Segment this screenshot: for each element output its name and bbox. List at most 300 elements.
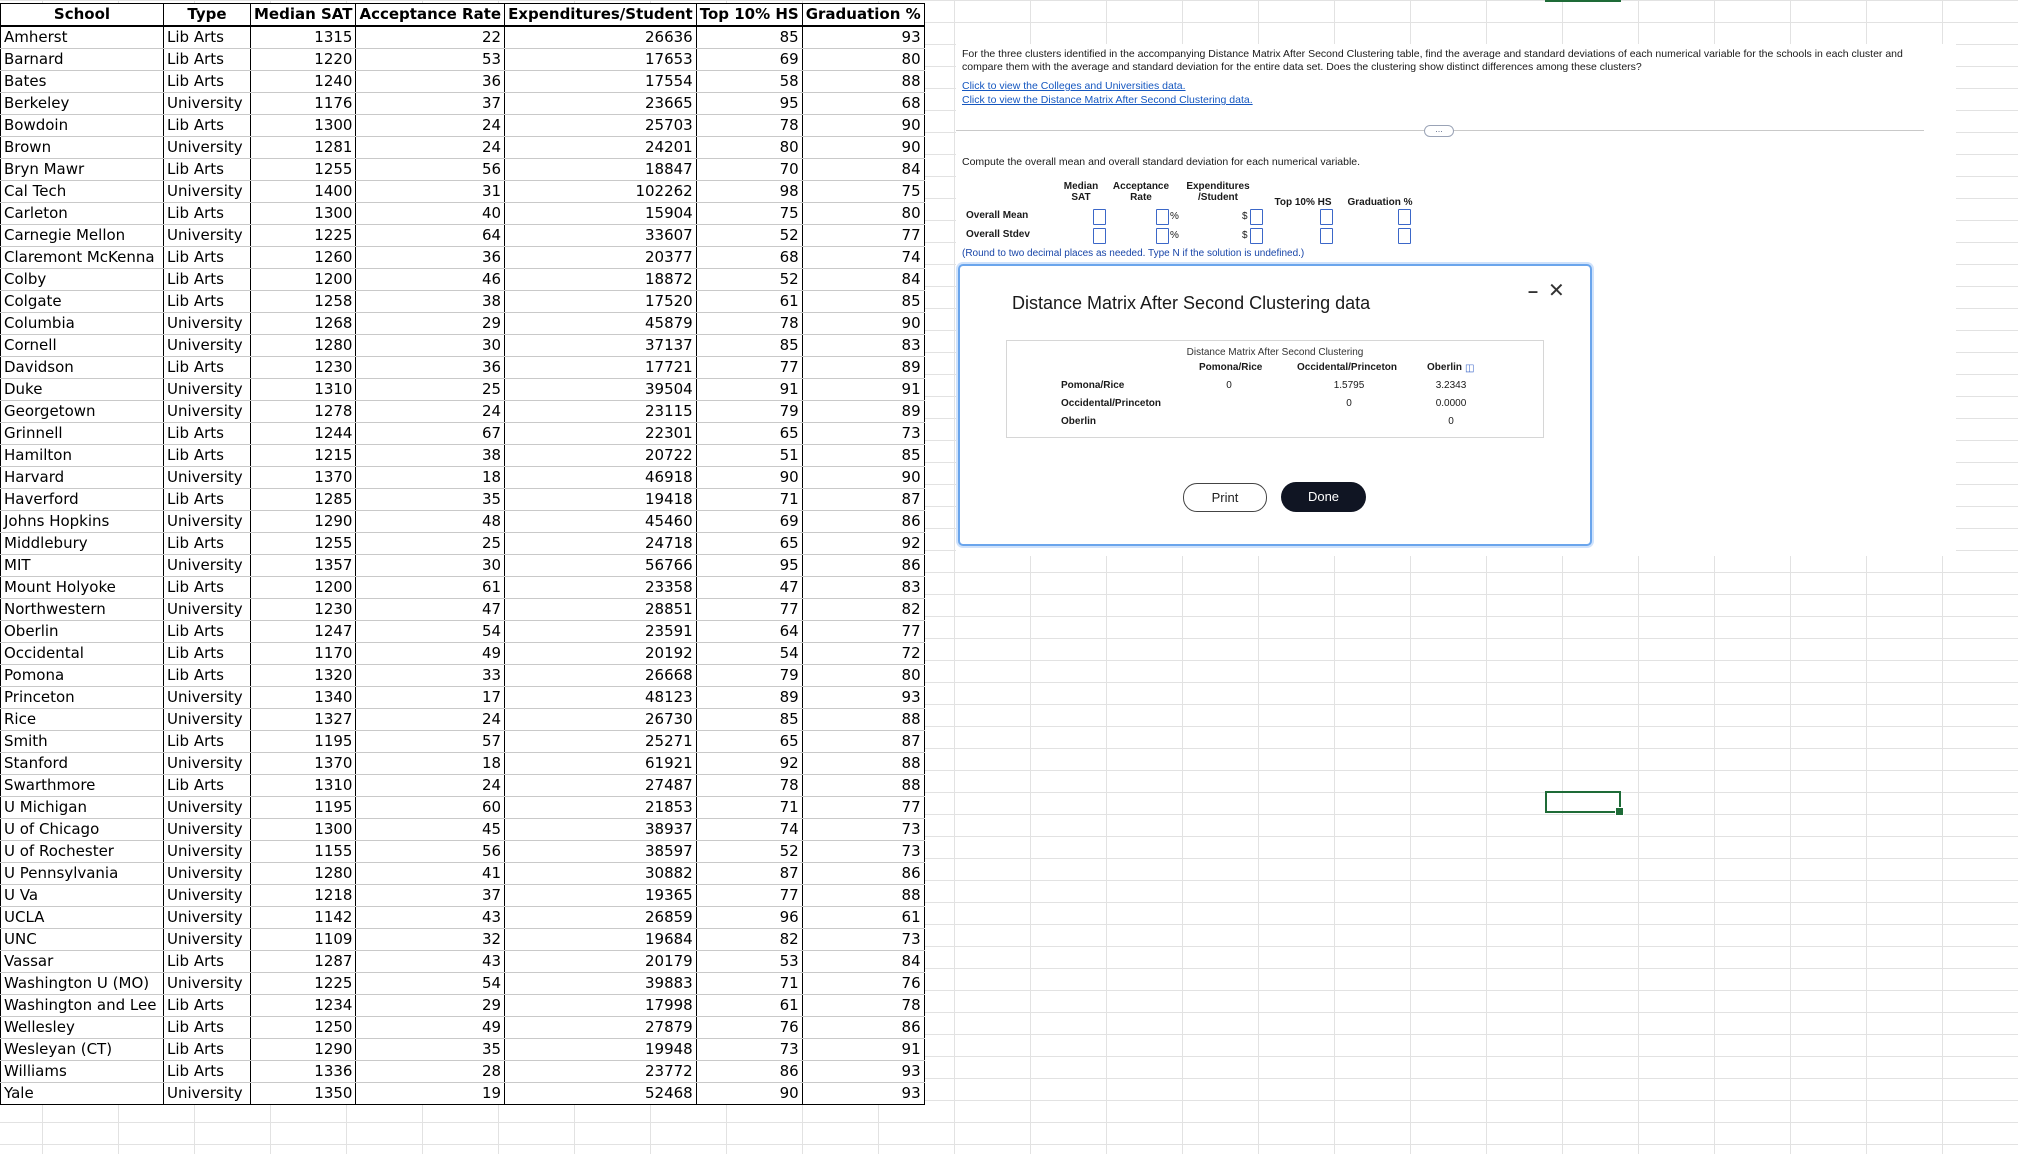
table-cell[interactable]: University xyxy=(164,313,251,335)
copy-icon[interactable]: ◫ xyxy=(1465,363,1475,374)
table-cell[interactable]: 95 xyxy=(696,93,802,115)
table-cell[interactable]: 91 xyxy=(802,379,924,401)
table-cell[interactable]: 75 xyxy=(696,203,802,225)
table-cell[interactable]: Colgate xyxy=(1,291,164,313)
table-cell[interactable]: 1280 xyxy=(251,335,356,357)
table-cell[interactable]: 80 xyxy=(802,203,924,225)
close-icon[interactable]: ✕ xyxy=(1548,280,1565,302)
table-cell[interactable]: Lib Arts xyxy=(164,621,251,643)
table-cell[interactable]: Carleton xyxy=(1,203,164,225)
stdev-median-sat-input[interactable] xyxy=(1093,228,1106,244)
column-header[interactable]: Acceptance Rate xyxy=(356,4,505,27)
table-cell[interactable]: Lib Arts xyxy=(164,665,251,687)
table-cell[interactable]: 1250 xyxy=(251,1017,356,1039)
table-cell[interactable]: 1327 xyxy=(251,709,356,731)
table-cell[interactable]: 24 xyxy=(356,115,505,137)
table-cell[interactable]: 93 xyxy=(802,1061,924,1083)
table-cell[interactable]: 85 xyxy=(696,335,802,357)
table-cell[interactable]: 1215 xyxy=(251,445,356,467)
table-cell[interactable]: 65 xyxy=(696,423,802,445)
table-cell[interactable]: 43 xyxy=(356,907,505,929)
table-cell[interactable]: 52 xyxy=(696,841,802,863)
table-cell[interactable]: 54 xyxy=(356,621,505,643)
table-cell[interactable]: 73 xyxy=(802,819,924,841)
table-cell[interactable]: University xyxy=(164,907,251,929)
table-cell[interactable]: Swarthmore xyxy=(1,775,164,797)
table-cell[interactable]: University xyxy=(164,885,251,907)
table-cell[interactable]: 76 xyxy=(696,1017,802,1039)
table-cell[interactable]: 1255 xyxy=(251,159,356,181)
table-cell[interactable]: 31 xyxy=(356,181,505,203)
table-cell[interactable]: University xyxy=(164,93,251,115)
table-cell[interactable]: 23772 xyxy=(505,1061,697,1083)
table-cell[interactable]: 17554 xyxy=(505,71,697,93)
stdev-expenditures-input[interactable] xyxy=(1250,228,1263,244)
table-cell[interactable]: U Michigan xyxy=(1,797,164,819)
table-cell[interactable]: 72 xyxy=(802,643,924,665)
table-cell[interactable]: 25703 xyxy=(505,115,697,137)
table-cell[interactable]: 38 xyxy=(356,291,505,313)
table-cell[interactable]: Lib Arts xyxy=(164,1061,251,1083)
table-cell[interactable]: Princeton xyxy=(1,687,164,709)
table-cell[interactable]: 78 xyxy=(802,995,924,1017)
table-cell[interactable]: Lib Arts xyxy=(164,159,251,181)
table-cell[interactable]: 1370 xyxy=(251,467,356,489)
table-cell[interactable]: 88 xyxy=(802,709,924,731)
done-button[interactable]: Done xyxy=(1281,482,1366,512)
table-cell[interactable]: 67 xyxy=(356,423,505,445)
table-cell[interactable]: Lib Arts xyxy=(164,26,251,49)
table-cell[interactable]: MIT xyxy=(1,555,164,577)
table-cell[interactable]: University xyxy=(164,753,251,775)
table-cell[interactable]: 68 xyxy=(696,247,802,269)
table-cell[interactable]: 38 xyxy=(356,445,505,467)
table-cell[interactable]: 29 xyxy=(356,995,505,1017)
table-cell[interactable]: Lib Arts xyxy=(164,731,251,753)
table-cell[interactable]: 21853 xyxy=(505,797,697,819)
table-cell[interactable]: 35 xyxy=(356,1039,505,1061)
table-cell[interactable]: 52 xyxy=(696,225,802,247)
table-cell[interactable]: 73 xyxy=(802,841,924,863)
table-cell[interactable]: Bates xyxy=(1,71,164,93)
table-cell[interactable]: Lib Arts xyxy=(164,577,251,599)
table-cell[interactable]: Barnard xyxy=(1,49,164,71)
table-cell[interactable]: 61921 xyxy=(505,753,697,775)
table-cell[interactable]: 1234 xyxy=(251,995,356,1017)
table-cell[interactable]: Grinnell xyxy=(1,423,164,445)
table-cell[interactable]: University xyxy=(164,137,251,159)
table-cell[interactable]: Lib Arts xyxy=(164,1039,251,1061)
table-cell[interactable]: University xyxy=(164,797,251,819)
table-cell[interactable]: 82 xyxy=(696,929,802,951)
table-cell[interactable]: 79 xyxy=(696,665,802,687)
table-cell[interactable]: 45 xyxy=(356,819,505,841)
table-cell[interactable]: 74 xyxy=(802,247,924,269)
table-cell[interactable]: 22 xyxy=(356,26,505,49)
stdev-graduation-input[interactable] xyxy=(1398,228,1411,244)
table-cell[interactable]: 86 xyxy=(802,1017,924,1039)
table-cell[interactable]: 68 xyxy=(802,93,924,115)
table-cell[interactable]: Mount Holyoke xyxy=(1,577,164,599)
table-cell[interactable]: 56 xyxy=(356,159,505,181)
table-cell[interactable]: 71 xyxy=(696,973,802,995)
table-cell[interactable]: 39504 xyxy=(505,379,697,401)
table-cell[interactable]: University xyxy=(164,929,251,951)
table-cell[interactable]: University xyxy=(164,555,251,577)
table-cell[interactable]: 95 xyxy=(696,555,802,577)
table-cell[interactable]: Haverford xyxy=(1,489,164,511)
table-cell[interactable]: 48123 xyxy=(505,687,697,709)
table-cell[interactable]: 38597 xyxy=(505,841,697,863)
table-cell[interactable]: 1195 xyxy=(251,797,356,819)
table-cell[interactable]: 84 xyxy=(802,159,924,181)
table-cell[interactable]: 1280 xyxy=(251,863,356,885)
table-cell[interactable]: Lib Arts xyxy=(164,533,251,555)
table-cell[interactable]: 28851 xyxy=(505,599,697,621)
table-cell[interactable]: 90 xyxy=(802,467,924,489)
table-cell[interactable]: 1310 xyxy=(251,775,356,797)
mean-median-sat-input[interactable] xyxy=(1093,209,1106,225)
table-cell[interactable]: 1109 xyxy=(251,929,356,951)
table-cell[interactable]: Cal Tech xyxy=(1,181,164,203)
table-cell[interactable]: 17 xyxy=(356,687,505,709)
table-cell[interactable]: 47 xyxy=(696,577,802,599)
table-cell[interactable]: 85 xyxy=(802,291,924,313)
table-cell[interactable]: Carnegie Mellon xyxy=(1,225,164,247)
table-cell[interactable]: 87 xyxy=(802,731,924,753)
table-cell[interactable]: 87 xyxy=(802,489,924,511)
table-cell[interactable]: 1230 xyxy=(251,599,356,621)
table-cell[interactable]: 27879 xyxy=(505,1017,697,1039)
table-cell[interactable]: 23665 xyxy=(505,93,697,115)
table-cell[interactable]: Stanford xyxy=(1,753,164,775)
table-cell[interactable]: 20179 xyxy=(505,951,697,973)
table-cell[interactable]: 33607 xyxy=(505,225,697,247)
table-cell[interactable]: U Pennsylvania xyxy=(1,863,164,885)
stdev-top10-input[interactable] xyxy=(1320,228,1333,244)
table-cell[interactable]: 1300 xyxy=(251,115,356,137)
table-cell[interactable]: 26668 xyxy=(505,665,697,687)
table-cell[interactable]: 73 xyxy=(802,423,924,445)
table-cell[interactable]: 39883 xyxy=(505,973,697,995)
print-button[interactable]: Print xyxy=(1183,483,1267,512)
table-cell[interactable]: 45460 xyxy=(505,511,697,533)
table-cell[interactable]: 89 xyxy=(802,401,924,423)
table-cell[interactable]: 84 xyxy=(802,269,924,291)
table-cell[interactable]: 1400 xyxy=(251,181,356,203)
table-cell[interactable]: Columbia xyxy=(1,313,164,335)
table-cell[interactable]: Lib Arts xyxy=(164,203,251,225)
table-cell[interactable]: 1268 xyxy=(251,313,356,335)
table-cell[interactable]: 93 xyxy=(802,687,924,709)
stdev-acceptance-rate-input[interactable] xyxy=(1156,228,1169,244)
table-cell[interactable]: Washington U (MO) xyxy=(1,973,164,995)
table-cell[interactable]: 22301 xyxy=(505,423,697,445)
table-cell[interactable]: 33 xyxy=(356,665,505,687)
table-cell[interactable]: 1244 xyxy=(251,423,356,445)
table-cell[interactable]: University xyxy=(164,511,251,533)
table-cell[interactable]: 77 xyxy=(696,599,802,621)
table-cell[interactable]: 24201 xyxy=(505,137,697,159)
table-cell[interactable]: Lib Arts xyxy=(164,357,251,379)
table-cell[interactable]: 73 xyxy=(802,929,924,951)
table-cell[interactable]: 1285 xyxy=(251,489,356,511)
table-cell[interactable]: 53 xyxy=(356,49,505,71)
table-cell[interactable]: Lib Arts xyxy=(164,269,251,291)
table-cell[interactable]: Georgetown xyxy=(1,401,164,423)
table-cell[interactable]: 46918 xyxy=(505,467,697,489)
table-cell[interactable]: 19 xyxy=(356,1083,505,1105)
table-cell[interactable]: 1287 xyxy=(251,951,356,973)
table-cell[interactable]: 61 xyxy=(696,291,802,313)
table-cell[interactable]: 23591 xyxy=(505,621,697,643)
table-cell[interactable]: 77 xyxy=(802,225,924,247)
table-cell[interactable]: 24 xyxy=(356,775,505,797)
table-cell[interactable]: Lib Arts xyxy=(164,71,251,93)
column-header[interactable]: School xyxy=(1,4,164,27)
table-cell[interactable]: 25271 xyxy=(505,731,697,753)
table-cell[interactable]: 54 xyxy=(356,973,505,995)
table-cell[interactable]: 96 xyxy=(696,907,802,929)
table-cell[interactable]: 36 xyxy=(356,71,505,93)
table-cell[interactable]: Rice xyxy=(1,709,164,731)
table-cell[interactable]: 30 xyxy=(356,335,505,357)
table-cell[interactable]: 1247 xyxy=(251,621,356,643)
table-cell[interactable]: 1336 xyxy=(251,1061,356,1083)
table-cell[interactable]: 102262 xyxy=(505,181,697,203)
table-cell[interactable]: 43 xyxy=(356,951,505,973)
table-cell[interactable]: 1258 xyxy=(251,291,356,313)
table-cell[interactable]: University xyxy=(164,709,251,731)
table-cell[interactable]: 37137 xyxy=(505,335,697,357)
table-cell[interactable]: 51 xyxy=(696,445,802,467)
table-cell[interactable]: 83 xyxy=(802,577,924,599)
table-cell[interactable]: Brown xyxy=(1,137,164,159)
table-cell[interactable]: 64 xyxy=(696,621,802,643)
table-cell[interactable]: 65 xyxy=(696,533,802,555)
table-cell[interactable]: 78 xyxy=(696,313,802,335)
table-cell[interactable]: 46 xyxy=(356,269,505,291)
table-cell[interactable]: Lib Arts xyxy=(164,49,251,71)
table-cell[interactable]: Colby xyxy=(1,269,164,291)
table-cell[interactable]: 29 xyxy=(356,313,505,335)
table-cell[interactable]: 30882 xyxy=(505,863,697,885)
mean-acceptance-rate-input[interactable] xyxy=(1156,209,1169,225)
table-cell[interactable]: 61 xyxy=(356,577,505,599)
table-cell[interactable]: 26859 xyxy=(505,907,697,929)
table-cell[interactable]: 80 xyxy=(696,137,802,159)
table-cell[interactable]: 19418 xyxy=(505,489,697,511)
table-cell[interactable]: 77 xyxy=(802,621,924,643)
table-cell[interactable]: Amherst xyxy=(1,26,164,49)
table-cell[interactable]: University xyxy=(164,841,251,863)
table-cell[interactable]: 48 xyxy=(356,511,505,533)
table-cell[interactable]: 77 xyxy=(696,885,802,907)
column-header[interactable]: Median SAT xyxy=(251,4,356,27)
table-cell[interactable]: 1195 xyxy=(251,731,356,753)
table-cell[interactable]: Lib Arts xyxy=(164,1017,251,1039)
table-cell[interactable]: 28 xyxy=(356,1061,505,1083)
table-cell[interactable]: 61 xyxy=(696,995,802,1017)
table-cell[interactable]: 20192 xyxy=(505,643,697,665)
table-cell[interactable]: 19684 xyxy=(505,929,697,951)
minimize-icon[interactable]: – xyxy=(1528,281,1539,301)
table-cell[interactable]: Duke xyxy=(1,379,164,401)
table-cell[interactable]: 17653 xyxy=(505,49,697,71)
table-cell[interactable]: 85 xyxy=(696,26,802,49)
table-cell[interactable]: 40 xyxy=(356,203,505,225)
expand-more-button[interactable]: … xyxy=(1424,125,1454,137)
table-cell[interactable]: 89 xyxy=(802,357,924,379)
table-cell[interactable]: Lib Arts xyxy=(164,775,251,797)
table-cell[interactable]: Bowdoin xyxy=(1,115,164,137)
table-cell[interactable]: UCLA xyxy=(1,907,164,929)
table-cell[interactable]: Berkeley xyxy=(1,93,164,115)
table-cell[interactable]: 17721 xyxy=(505,357,697,379)
table-cell[interactable]: 1220 xyxy=(251,49,356,71)
table-cell[interactable]: U of Rochester xyxy=(1,841,164,863)
table-cell[interactable]: 1170 xyxy=(251,643,356,665)
table-cell[interactable]: 54 xyxy=(696,643,802,665)
table-cell[interactable]: 91 xyxy=(802,1039,924,1061)
table-cell[interactable]: Washington and Lee xyxy=(1,995,164,1017)
table-cell[interactable]: 90 xyxy=(802,313,924,335)
table-cell[interactable]: 65 xyxy=(696,731,802,753)
table-cell[interactable]: 1240 xyxy=(251,71,356,93)
table-cell[interactable]: Lib Arts xyxy=(164,247,251,269)
column-header[interactable]: Expenditures/Student xyxy=(505,4,697,27)
distance-matrix-link[interactable]: Click to view the Distance Matrix After Second Clustering data. xyxy=(962,94,1253,106)
table-cell[interactable]: 1310 xyxy=(251,379,356,401)
table-cell[interactable]: 74 xyxy=(696,819,802,841)
table-cell[interactable]: Lib Arts xyxy=(164,445,251,467)
table-cell[interactable]: 80 xyxy=(802,49,924,71)
table-cell[interactable]: 1230 xyxy=(251,357,356,379)
column-header[interactable]: Graduation % xyxy=(802,4,924,27)
table-cell[interactable]: 24 xyxy=(356,137,505,159)
table-cell[interactable]: 82 xyxy=(802,599,924,621)
table-cell[interactable]: 18847 xyxy=(505,159,697,181)
mean-expenditures-input[interactable] xyxy=(1250,209,1263,225)
table-cell[interactable]: 17520 xyxy=(505,291,697,313)
table-cell[interactable]: 38937 xyxy=(505,819,697,841)
table-cell[interactable]: Smith xyxy=(1,731,164,753)
table-cell[interactable]: 73 xyxy=(696,1039,802,1061)
table-cell[interactable]: 1315 xyxy=(251,26,356,49)
table-cell[interactable]: 1218 xyxy=(251,885,356,907)
table-cell[interactable]: 15904 xyxy=(505,203,697,225)
table-cell[interactable]: Lib Arts xyxy=(164,643,251,665)
table-cell[interactable]: 88 xyxy=(802,885,924,907)
table-cell[interactable]: 90 xyxy=(696,467,802,489)
table-cell[interactable]: 1290 xyxy=(251,511,356,533)
table-cell[interactable]: 80 xyxy=(802,665,924,687)
table-cell[interactable]: 1155 xyxy=(251,841,356,863)
table-cell[interactable]: 1320 xyxy=(251,665,356,687)
table-cell[interactable]: Occidental xyxy=(1,643,164,665)
table-cell[interactable]: 25 xyxy=(356,379,505,401)
table-cell[interactable]: 86 xyxy=(802,863,924,885)
table-cell[interactable]: University xyxy=(164,467,251,489)
table-cell[interactable]: 69 xyxy=(696,511,802,533)
table-cell[interactable]: Lib Arts xyxy=(164,291,251,313)
table-cell[interactable]: 1255 xyxy=(251,533,356,555)
table-cell[interactable]: 88 xyxy=(802,71,924,93)
table-cell[interactable]: 75 xyxy=(802,181,924,203)
table-cell[interactable]: 24 xyxy=(356,709,505,731)
table-cell[interactable]: 71 xyxy=(696,489,802,511)
table-cell[interactable]: 26636 xyxy=(505,26,697,49)
table-cell[interactable]: 86 xyxy=(696,1061,802,1083)
table-cell[interactable]: 1278 xyxy=(251,401,356,423)
table-cell[interactable]: University xyxy=(164,863,251,885)
table-cell[interactable]: University xyxy=(164,599,251,621)
table-cell[interactable]: Johns Hopkins xyxy=(1,511,164,533)
table-cell[interactable]: 19365 xyxy=(505,885,697,907)
table-cell[interactable]: Middlebury xyxy=(1,533,164,555)
table-cell[interactable]: 47 xyxy=(356,599,505,621)
table-cell[interactable]: 27487 xyxy=(505,775,697,797)
table-cell[interactable]: 78 xyxy=(696,115,802,137)
table-cell[interactable]: Lib Arts xyxy=(164,115,251,137)
table-cell[interactable]: 36 xyxy=(356,247,505,269)
table-cell[interactable]: 98 xyxy=(696,181,802,203)
table-cell[interactable]: 1300 xyxy=(251,203,356,225)
table-cell[interactable]: Lib Arts xyxy=(164,995,251,1017)
table-cell[interactable]: Wesleyan (CT) xyxy=(1,1039,164,1061)
table-cell[interactable]: 93 xyxy=(802,26,924,49)
table-cell[interactable]: Harvard xyxy=(1,467,164,489)
table-cell[interactable]: 37 xyxy=(356,885,505,907)
table-cell[interactable]: 25 xyxy=(356,533,505,555)
table-cell[interactable]: Oberlin xyxy=(1,621,164,643)
table-cell[interactable]: 52468 xyxy=(505,1083,697,1105)
table-cell[interactable]: University xyxy=(164,335,251,357)
table-cell[interactable]: University xyxy=(164,819,251,841)
table-cell[interactable]: 1260 xyxy=(251,247,356,269)
table-cell[interactable]: 71 xyxy=(696,797,802,819)
table-cell[interactable]: Lib Arts xyxy=(164,489,251,511)
table-cell[interactable]: Wellesley xyxy=(1,1017,164,1039)
selected-cell[interactable] xyxy=(1545,791,1621,813)
table-cell[interactable]: 20377 xyxy=(505,247,697,269)
table-cell[interactable]: 85 xyxy=(696,709,802,731)
table-cell[interactable]: 64 xyxy=(356,225,505,247)
table-cell[interactable]: 1281 xyxy=(251,137,356,159)
table-cell[interactable]: 78 xyxy=(696,775,802,797)
table-cell[interactable]: 90 xyxy=(802,137,924,159)
table-cell[interactable]: 86 xyxy=(802,555,924,577)
table-cell[interactable]: Cornell xyxy=(1,335,164,357)
table-cell[interactable]: University xyxy=(164,1083,251,1105)
table-cell[interactable]: Bryn Mawr xyxy=(1,159,164,181)
table-cell[interactable]: 1142 xyxy=(251,907,356,929)
table-cell[interactable]: University xyxy=(164,379,251,401)
table-cell[interactable]: 49 xyxy=(356,1017,505,1039)
table-cell[interactable]: U Va xyxy=(1,885,164,907)
table-cell[interactable]: Vassar xyxy=(1,951,164,973)
table-cell[interactable]: Lib Arts xyxy=(164,423,251,445)
column-header[interactable]: Type xyxy=(164,4,251,27)
table-cell[interactable]: 92 xyxy=(802,533,924,555)
table-cell[interactable]: U of Chicago xyxy=(1,819,164,841)
table-cell[interactable]: University xyxy=(164,687,251,709)
table-cell[interactable]: 24 xyxy=(356,401,505,423)
table-cell[interactable]: 1290 xyxy=(251,1039,356,1061)
table-cell[interactable]: 58 xyxy=(696,71,802,93)
table-cell[interactable]: University xyxy=(164,973,251,995)
table-cell[interactable]: 41 xyxy=(356,863,505,885)
